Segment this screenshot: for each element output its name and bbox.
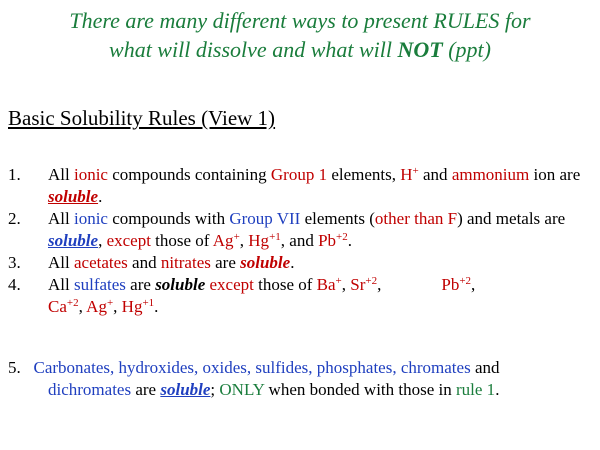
rule-number: 1.: [8, 165, 21, 184]
rules-list: [8, 164, 598, 318]
slide-title: [0, 6, 600, 64]
rule-number: 3.: [8, 253, 21, 272]
title-line-1: There are many different ways to present RULES for: [69, 8, 531, 33]
rule-text: All ionic compounds with Group VII elements (other than F) and metals are soluble, except those of Ag+, $Hg^{+1}$, and $Pb^{+2}$.: [48, 209, 566, 250]
rule-5-text: 5. Carbonates, hydroxides, oxides, sulfides, phosphates, chromates and dichromates are soluble; ONLY when bonded with those in rule 1.: [8, 358, 500, 399]
title-line-2-post: (ppt): [442, 37, 491, 62]
rule-1: [8, 164, 598, 208]
title-not-emphasis: NOT: [397, 37, 443, 62]
title-line-2-pre: what will dissolve and what will: [109, 37, 398, 62]
title-line-2: [0, 35, 600, 64]
rules-heading: Basic Solubility Rules (View 1): [8, 106, 276, 130]
rule-2: [8, 208, 598, 252]
rule-number: 2.: [8, 209, 21, 228]
rule-3: [8, 252, 598, 274]
rule-text: All sulfates are soluble except those of Ba+, $Sr^{+2}$, $Pb^{+2}$, $Ca^{+2}$, Ag+, $Hg^{+1}$.: [48, 275, 476, 316]
rule-4: [8, 274, 598, 318]
rule-5: [8, 357, 598, 401]
rule-number: 4.: [8, 275, 21, 294]
rule-text: All acetates and nitrates are soluble.: [48, 253, 295, 272]
rule-number: 5.: [8, 358, 21, 377]
rule-text: All ionic compounds containing Group 1 elements, H+ and ammonium ion are soluble.: [48, 165, 581, 206]
